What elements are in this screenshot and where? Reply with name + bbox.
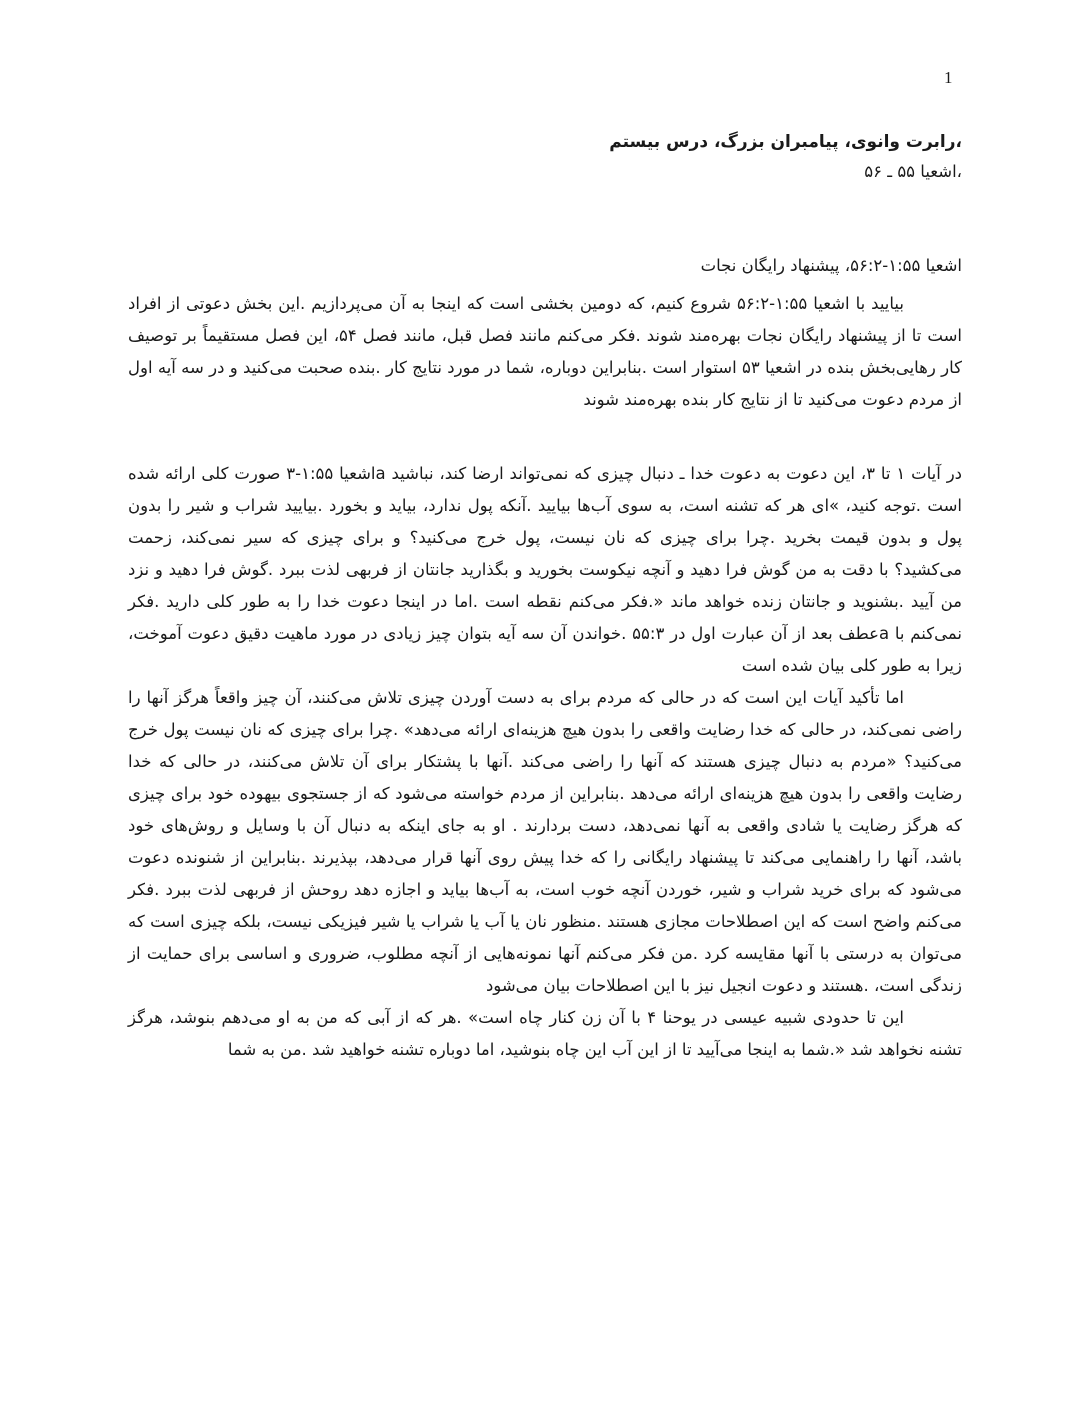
- paragraph-2: در آیات ۱ تا ۳، این دعوت به دعوت خدا ـ دنبال چیزی که نمی‌تواند ارضا کند، نباشید aاشعیا ۱:۵۵-۳ صورت کلی ارائه شده است .توجه کنید، »ای هر که تشنه است، به سوی آب‌ها بیایید .آنکه پول ندارد، بیاید و بخورد .بیایید شراب و شیر را بدون پول و بدون قیمت بخرید .چرا برای چیزی که نان نیست، پول خرج می‌کنید؟ و برای چیزی که سیر نمی‌کند، زحمت می‌کشید؟ با دقت به من گوش فرا دهید و آنچه نیکوست بخورید و بگذارید جانتان از فربهی لذت ببرد .گوش فرا دهید و نزد من آیید .بشنوید و جانتان زنده خواهد ماند «.فکر می‌کنم نقطه است .اما در اینجا دعوت خدا را به طور کلی دارید .فکر نمی‌کنم با aعطف بعد از آن عبارت اول در ۵۵:۳ .خواندن آن سه آیه بتوان چیز زیادی در مورد ماهیت دقیق دعوت آموخت، زیرا به طور کلی بیان شده است: [128, 464, 963, 675]
- paragraph-4: این تا حدودی شبیه عیسی در یوحنا ۴ با آن زن کنار چاه است» .هر که از آبی که من به او می‌دهم بنوشد، هرگز تشنه نخواهد شد «.شما به اینجا می‌آیید تا از این آب این چاه بنوشید، اما دوباره تشنه خواهید شد .من به شما: [128, 1008, 962, 1059]
- paragraph-1: بیایید با اشعیا ۱:۵۵-۵۶:۲ شروع کنیم، که دومین بخشی است که اینجا به آن می‌پردازیم .این بخش دعوتی از افراد است تا از پیشنهاد رایگان نجات بهره‌مند شوند .فکر می‌کنم مانند فصل قبل، مانند فصل ۵۴، این فصل مستقیماً بر توصیف کار رهایی‌بخش بنده در اشعیا ۵۳ استوار است .بنابراین دوباره، شما در مورد نتایج کار .بنده صحبت می‌کنید و در سه آیه اول از مردم دعوت می‌کنید تا از نتایج کار بنده بهره‌مند شوند: [128, 294, 963, 409]
- document-title: ،رابرت وانوی، پیامبران بزرگ، درس بیستم: [609, 132, 962, 152]
- section-heading: اشعیا ۱:۵۵-۵۶:۲، پیشنهاد رایگان نجات: [700, 256, 962, 275]
- document-subtitle: ،اشعیا ۵۵ ـ ۵۶: [864, 162, 962, 181]
- document-body: [128, 128, 962, 1066]
- paragraph-gap: [128, 416, 962, 458]
- page-number: 1: [944, 68, 953, 87]
- paragraph-3: اما تأکید آیات این است که در حالی که مردم برای به دست آوردن چیزی تلاش می‌کنند، آن چیز واقعاً هرگز آنها را راضی نمی‌کند، در حالی که خدا رضایت واقعی را بدون هیچ هزینه‌ای ارائه می‌دهد» .چرا برای چیزی که نان نیست پول خرج می‌کنید؟ «مردم به دنبال چیزی هستند که آنها را راضی می‌کند .آنها با پشتکار برای آن تلاش می‌کنند، در حالی که خدا رضایت واقعی را بدون هیچ هزینه‌ای ارائه می‌دهد .بنابراین از مردم خواسته می‌شود که از جستجوی بیهوده خود برای چیزی که هرگز رضایت یا شادی واقعی به آنها نمی‌دهد، دست بردارند . او به جای اینکه به دنبال آن با وسایل و روش‌های خود باشد، آنها را راهنمایی می‌کند تا پیشنهاد رایگانی را که خدا پیش روی آنها قرار می‌دهد، بپذیرند .بنابراین از شنونده دعوت می‌شود که برای خرید شراب و شیر، خوردن آنچه خوب است، به آب‌ها بیاید و اجازه دهد روحش از فربهی لذت ببرد .فکر می‌کنم واضح است که این اصطلاحات مجازی هستند .منظور نان یا آب یا شراب یا شیر فیزیکی نیست، بلکه چیزی است که می‌توان به درستی با آنها مقایسه کرد .من فکر می‌کنم آنها نمونه‌هایی از آنچه مطلوب، ضروری و اساسی برای حمایت از زندگی است، .هستند و دعوت انجیل نیز با این اصطلاحات بیان می‌شود: [128, 688, 962, 995]
